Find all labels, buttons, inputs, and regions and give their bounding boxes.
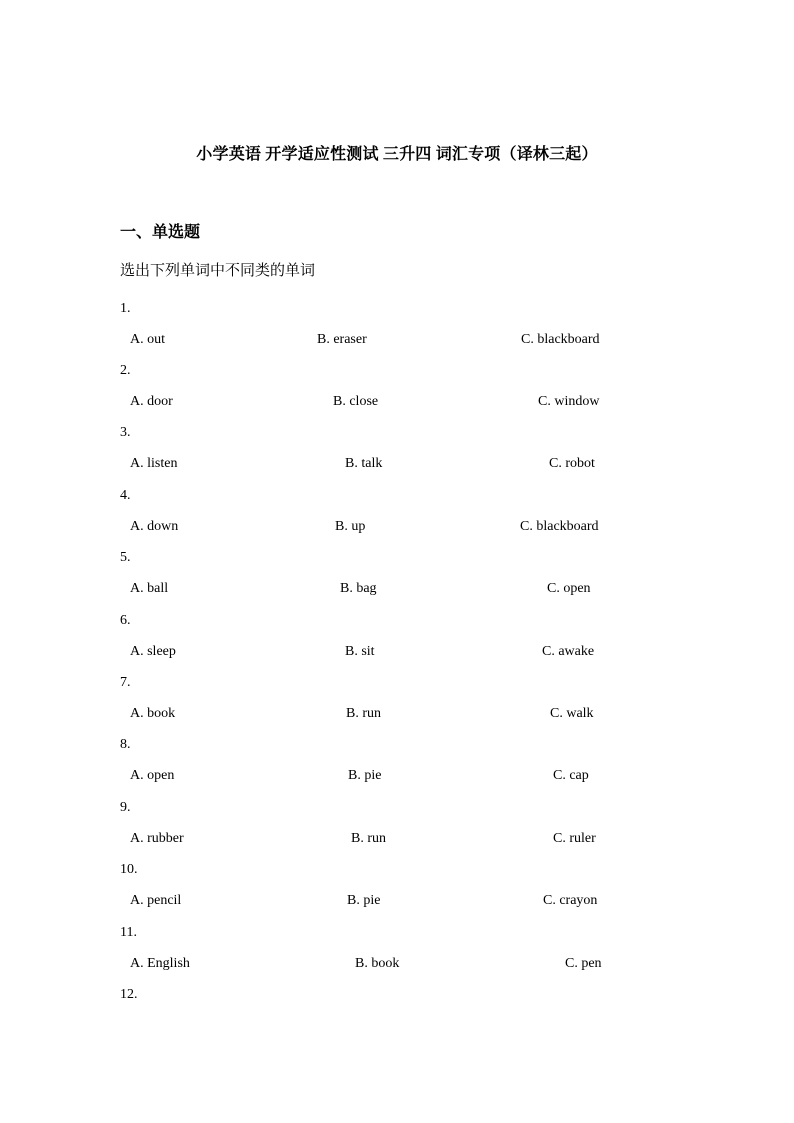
option-a: A. rubber [130,831,184,846]
option-c: C. blackboard [520,519,599,534]
question-8 [0,736,794,798]
option-c: C. awake [542,644,595,659]
option-a: A. open [130,768,175,783]
option-a: A. English [130,956,190,971]
document-title: 小学英语 开学适应性测试 三升四 词汇专项（译林三起） [196,146,598,163]
option-b: B. close [333,394,379,409]
question-number: 4. [120,488,131,503]
option-b: B. sit [345,644,375,659]
option-b: B. run [346,706,381,721]
option-a: A. sleep [130,644,176,659]
question-number: 1. [120,301,131,316]
question-9 [0,799,794,861]
option-c: C. open [547,581,591,596]
question-number: 11. [120,925,137,940]
question-12 [0,986,794,1048]
question-number: 2. [120,363,131,378]
option-b: B. bag [340,581,377,596]
option-b: B. run [351,831,386,846]
question-number: 6. [120,613,131,628]
question-7 [0,674,794,736]
option-a: A. ball [130,581,169,596]
option-c: C. ruler [553,831,596,846]
question-number: 3. [120,425,131,440]
question-5 [0,549,794,611]
question-number: 7. [120,675,131,690]
option-c: C. walk [550,706,594,721]
question-6 [0,612,794,674]
option-c: C. pen [565,956,602,971]
option-b: B. eraser [317,332,367,347]
question-2 [0,362,794,424]
option-a: A. out [130,332,165,347]
option-a: A. down [130,519,179,534]
option-c: C. blackboard [521,332,600,347]
question-number: 8. [120,737,131,752]
option-b: B. up [335,519,366,534]
question-4 [0,487,794,549]
question-3 [0,424,794,486]
option-c: C. robot [549,456,595,471]
question-number: 10. [120,862,138,877]
question-1 [0,300,794,362]
option-b: B. pie [348,768,382,783]
option-a: A. listen [130,456,178,471]
option-b: B. book [355,956,400,971]
question-number: 5. [120,550,131,565]
question-number: 12. [120,987,138,1002]
option-b: B. pie [347,893,381,908]
option-a: A. door [130,394,173,409]
option-b: B. talk [345,456,383,471]
question-10 [0,861,794,923]
option-a: A. book [130,706,176,721]
option-c: C. window [538,394,600,409]
section-heading: 一、单选题 [120,224,201,241]
question-number: 9. [120,800,131,815]
instruction-text: 选出下列单词中不同类的单词 [120,263,316,279]
option-a: A. pencil [130,893,182,908]
option-c: C. crayon [543,893,598,908]
option-c: C. cap [553,768,589,783]
question-11 [0,924,794,986]
